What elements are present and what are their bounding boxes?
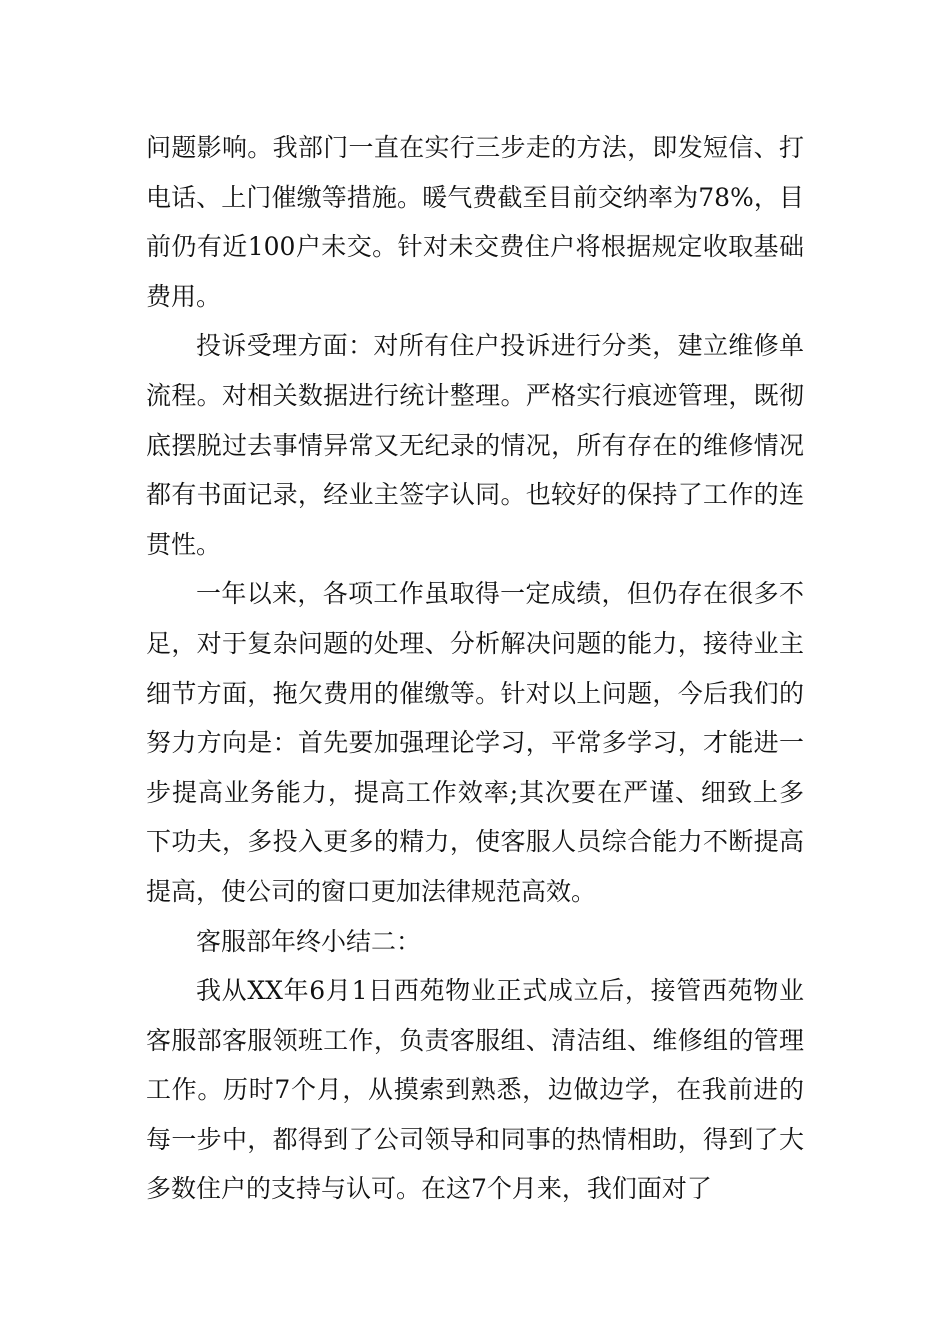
paragraph-summary-two-intro: 我从XX年6月1日西苑物业正式成立后，接管西苑物业客服部客服领班工作，负责客服组、清洁组、维修组的管理工作。历时7个月，从摸索到熟悉，边做边学，在我前进的每一步中，都得到了公司领导和同事的热情相助，得到了大多数住户的支持与认可。在这7个月来，我们面对了: [146, 976, 804, 1204]
section-heading-summary-two: 客服部年终小结二：: [196, 926, 422, 956]
paragraph-complaint-handling: 投诉受理方面：对所有住户投诉进行分类，建立维修单流程。对相关数据进行统计整理。严格实行痕迹管理，既彻底摆脱过去事情异常又无纪录的情况，所有存在的维修情况都有书面记录，经业主签字认同。也较好的保持了工作的连贯性。: [146, 331, 804, 559]
paragraph-shortcomings: 一年以来，各项工作虽取得一定成绩，但仍存在很多不足，对于复杂问题的处理、分析解决问题的能力，接待业主细节方面，拖欠费用的催缴等。针对以上问题，今后我们的努力方向是：首先要加强理论学习，平常多学习，才能进一步提高业务能力，提高工作效率;其次要在严谨、细致上多下功夫，多投入更多的精力，使客服人员综合能力不断提高提高，使公司的窗口更加法律规范高效。: [146, 579, 804, 906]
document-body: [146, 123, 804, 1214]
paragraph-fee-collection: 问题影响。我部门一直在实行三步走的方法，即发短信、打电话、上门催缴等措施。暖气费截至目前交纳率为78%，目前仍有近100户未交。针对未交费住户将根据规定收取基础费用。: [146, 133, 804, 311]
